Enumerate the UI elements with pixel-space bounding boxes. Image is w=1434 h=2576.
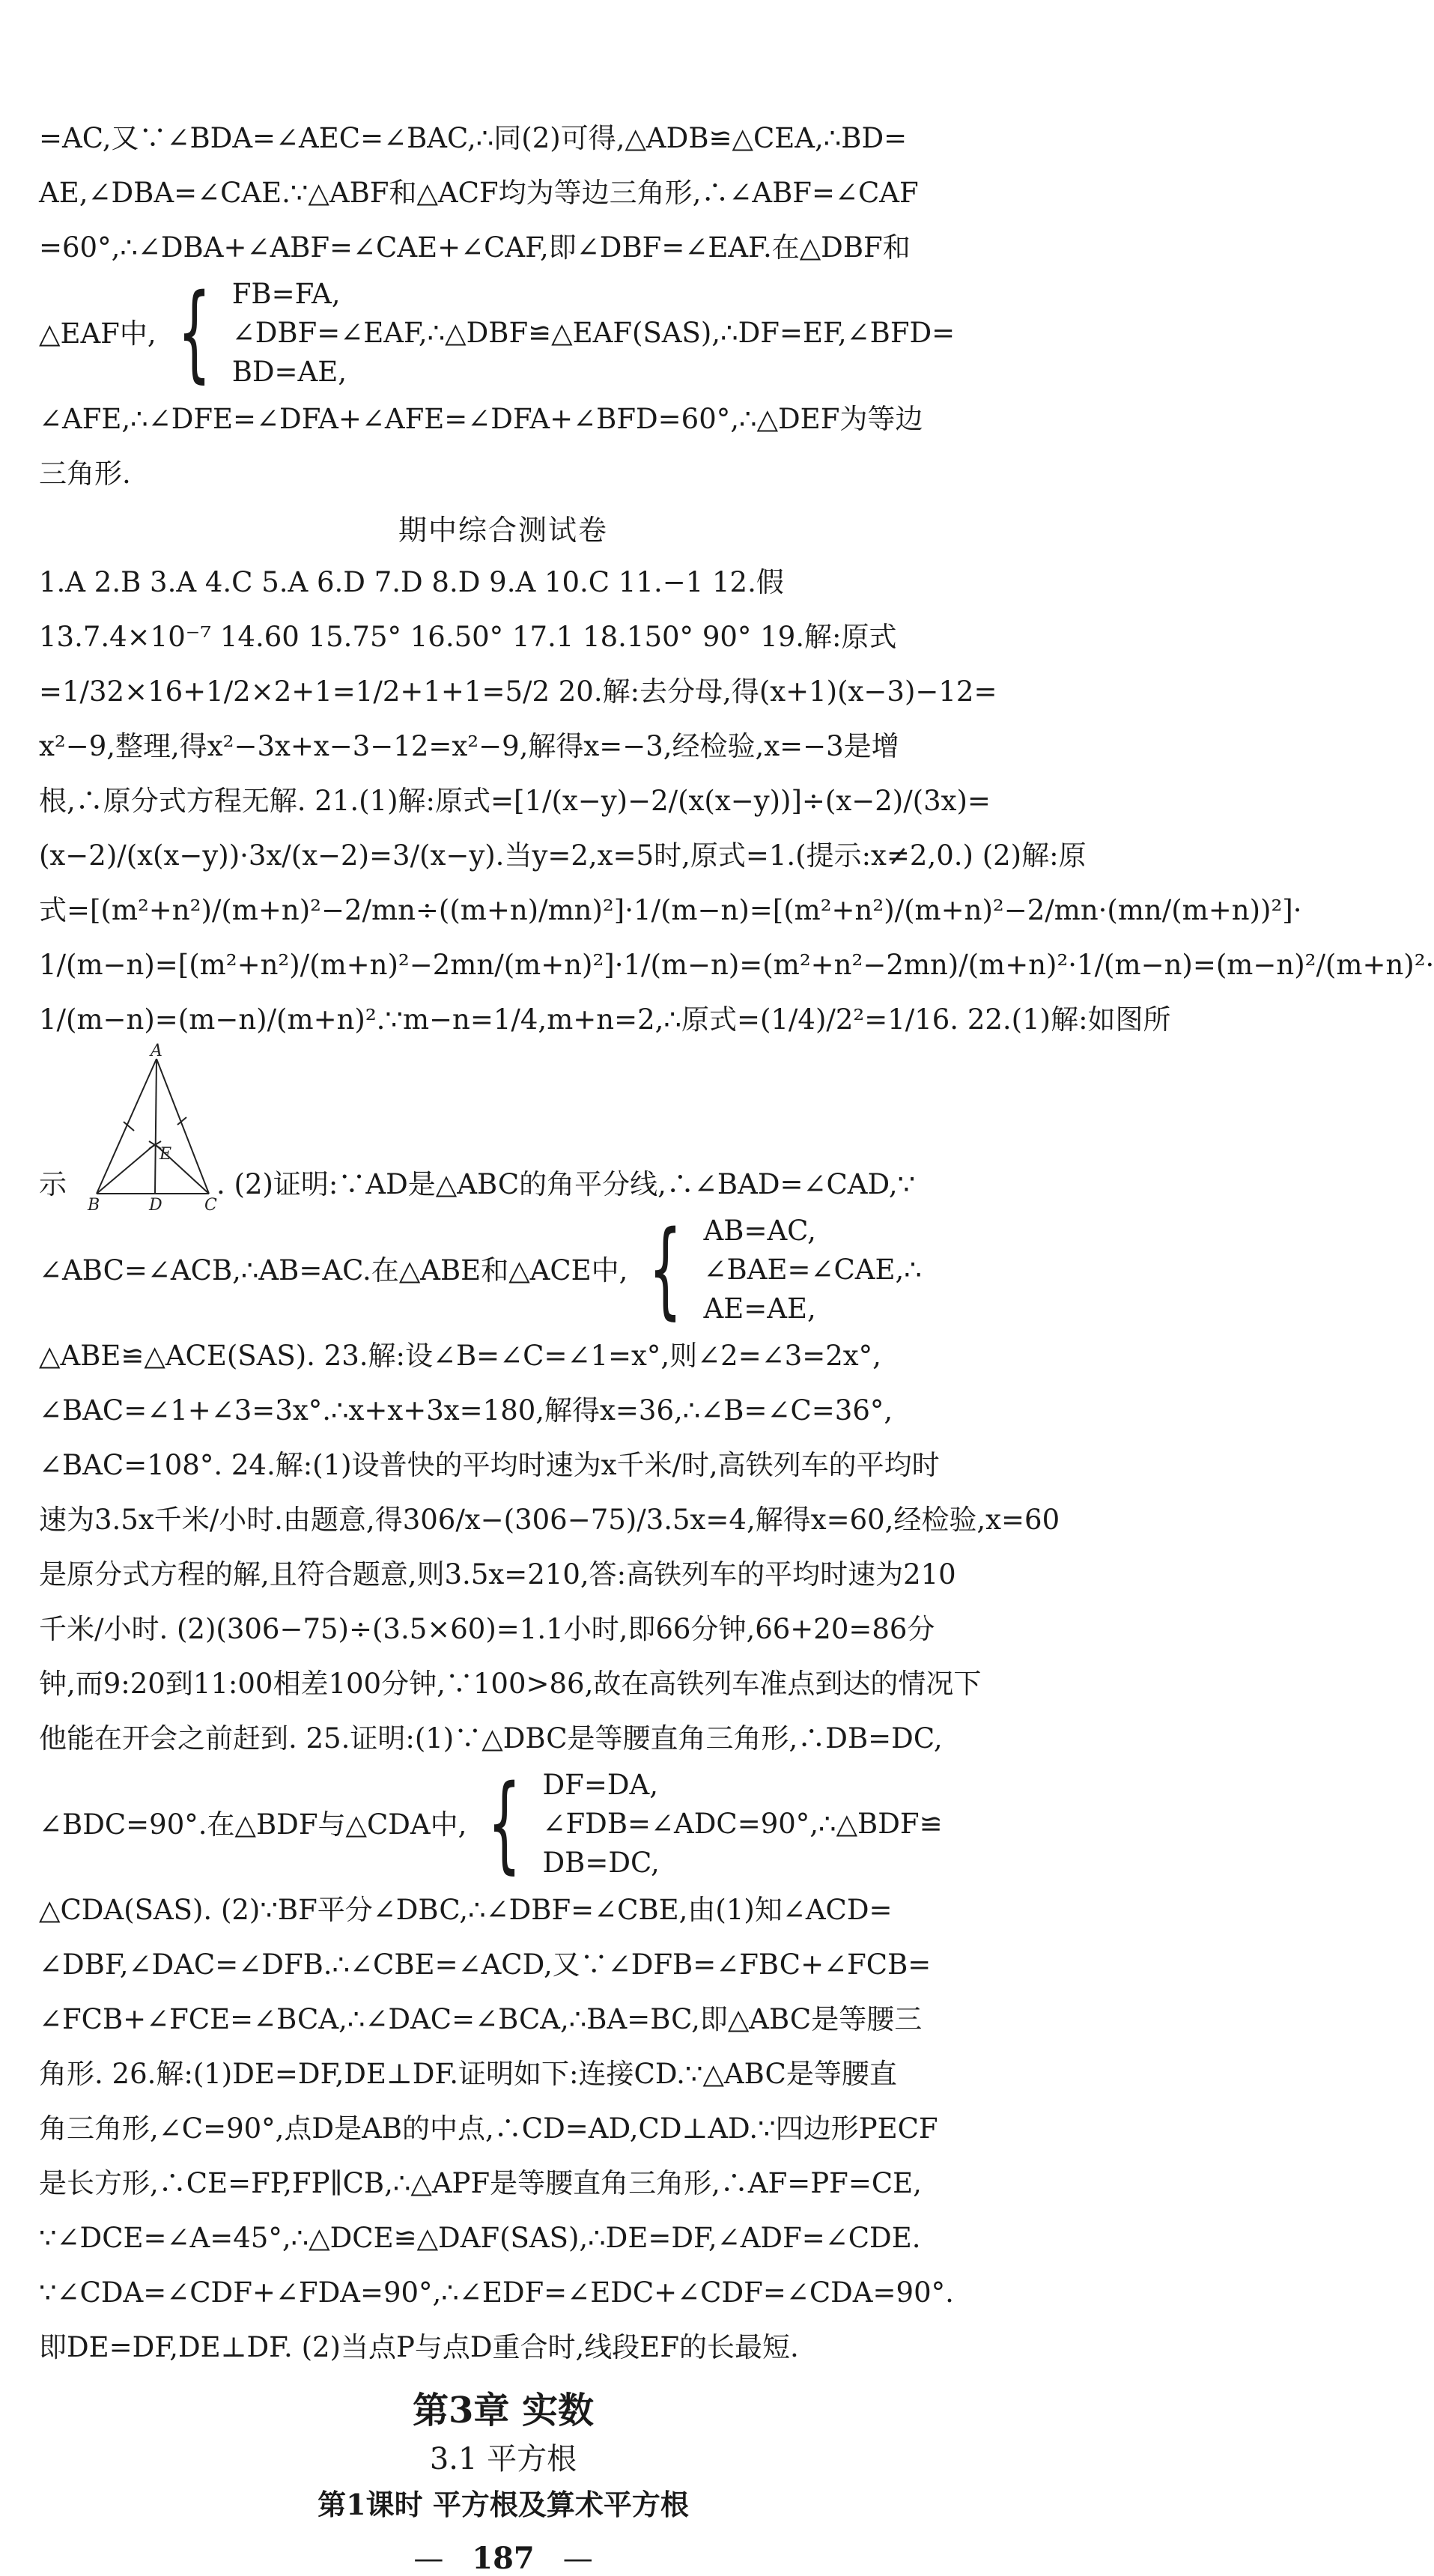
text-line: 1.A 2.B 3.A 4.C 5.A 6.D 7.D 8.D 9.A 10.C 11.−1 12.假 — [39, 566, 784, 598]
dash-right: — — [562, 2542, 593, 2576]
text-line: ∵∠CDA=∠CDF+∠FDA=90°,∴∠EDF=∠EDC+∠CDF=∠CDA=90°. — [39, 2276, 954, 2309]
dash-left: — — [413, 2542, 444, 2576]
text-line: 是原分式方程的解,且符合题意,则3.5x=210,答:高铁列车的平均时速为210 — [39, 1558, 956, 1591]
chapter-title: 第3章 实数 — [412, 2390, 595, 2431]
text-line: △CDA(SAS). (2)∵BF平分∠DBC,∴∠DBF=∠CBE,由(1)知∠ACD= — [39, 1894, 893, 1926]
label-E: E — [159, 1145, 172, 1164]
left-brace: { — [487, 1763, 522, 1885]
text-line: 角三角形,∠C=90°,点D是AB的中点,∴CD=AD,CD⊥AD.∵四边形PECF — [39, 2112, 938, 2145]
brace-prefix: △EAF中, — [39, 317, 157, 350]
text-line: 式=[(m²+n²)/(m+n)²−2/mn÷((m+n)/mn)²]·1/(m−n)=[(m²+n²)/(m+n)²−2/mn·(mn/(m+n))²]· — [39, 894, 1302, 926]
text-line: ∠BAC=∠1+∠3=3x°.∴x+x+3x=180,解得x=36,∴∠B=∠C=36°, — [39, 1394, 893, 1427]
brace-line: DB=DC, — [542, 1847, 660, 1879]
section-subtitle: 3.1 平方根 — [429, 2442, 577, 2476]
label-D: D — [149, 1196, 162, 1215]
answer-page — [39, 111, 1434, 2576]
figure-prefix: 示 — [39, 1168, 67, 1200]
text-line: =1/32×16+1/2×2+1=1/2+1+1=5/2 20.解:去分母,得(x+1)(x−3)−12= — [39, 675, 997, 708]
text-line: AE,∠DBA=∠CAE.∵△ABF和△ACF均为等边三角形,∴∠ABF=∠CAF — [39, 177, 919, 209]
text-line: ∵∠DCE=∠A=45°,∴△DCE≌△DAF(SAS),∴DE=DF,∠ADF=∠CDE. — [39, 2222, 921, 2254]
answers-block-2 — [39, 1328, 1060, 1766]
figure-row — [39, 1042, 967, 1215]
brace-line: AB=AC, — [703, 1215, 816, 1247]
brace-system-1 — [39, 272, 967, 394]
solution-conclusion — [39, 392, 967, 501]
label-B: B — [88, 1196, 100, 1215]
left-brace: { — [177, 272, 211, 394]
brace-line: FB=FA, — [231, 278, 341, 310]
label-C: C — [204, 1196, 217, 1215]
text-line: 13.7.4×10⁻⁷ 14.60 15.75° 16.50° 17.1 18.150° 90° 19.解:原式 — [39, 621, 897, 653]
lesson-title: 第1课时 平方根及算术平方根 — [318, 2488, 689, 2521]
answers-block — [39, 555, 1434, 1047]
brace-lines — [704, 1212, 922, 1328]
brace-prefix: ∠BDC=90°.在△BDF与△CDA中, — [39, 1808, 467, 1841]
left-brace: { — [648, 1209, 683, 1331]
triangle-figure — [67, 1042, 217, 1215]
text-line: 他能在开会之前赶到. 25.证明:(1)∵△DBC是等腰直角三角形,∴DB=DC, — [39, 1722, 943, 1755]
label-A: A — [151, 1042, 162, 1060]
text-line: 是长方形,∴CE=FP,FP∥CB,∴△APF是等腰直角三角形,∴AF=PF=CE, — [39, 2167, 922, 2199]
text-line: x²−9,整理,得x²−3x+x−3−12=x²−9,解得x=−3,经检验,x=−3是增 — [39, 730, 899, 762]
text-line: =AC,又∵∠BDA=∠AEC=∠BAC,∴同(2)可得,△ADB≌△CEA,∴BD= — [39, 122, 908, 154]
brace-lines — [542, 1766, 942, 1883]
text-line: ∠BAC=108°. 24.解:(1)设普快的平均时速为x千米/时,高铁列车的平均时 — [39, 1449, 940, 1481]
text-line: 即DE=DF,DE⊥DF. (2)当点P与点D重合时,线段EF的长最短. — [39, 2331, 799, 2363]
brace-system-2 — [39, 1209, 967, 1331]
text-line: =60°,∴∠DBA+∠ABF=∠CAE+∠CAF,即∠DBF=∠EAF.在△DBF和 — [39, 231, 911, 264]
text-line: 根,∴原分式方程无解. 21.(1)解:原式=[1/(x−y)−2/(x(x−y))]÷(x−2)/(3x)= — [39, 785, 991, 817]
page-number: 187 — [472, 2541, 535, 2576]
brace-line: AE=AE, — [703, 1292, 816, 1325]
text-line: 三角形. — [39, 458, 131, 490]
brace-lines — [232, 275, 955, 392]
answers-block-3 — [39, 1883, 967, 2375]
text-line: ∠DBF,∠DAC=∠DFB.∴∠CBE=∠ACD,又∵∠DFB=∠FBC+∠FCB= — [39, 1948, 932, 1981]
text-line: (x−2)/(x(x−y))·3x/(x−2)=3/(x−y).当y=2,x=5时,原式=1.(提示:x≠2,0.) (2)解:原 — [39, 839, 1087, 872]
text-line: 钟,而9:20到11:00相差100分钟,∵100>86,故在高铁列车准点到达的情况下 — [39, 1668, 982, 1700]
text-line: △ABE≌△ACE(SAS). 23.解:设∠B=∠C=∠1=x°,则∠2=∠3=2x°, — [39, 1340, 881, 1372]
text-line: 1/(m−n)=(m−n)/(m+n)².∵m−n=1/4,m+n=2,∴原式=(1/4)/2²=1/16. 22.(1)解:如图所 — [39, 1003, 1171, 1036]
text-line: ∠FCB+∠FCE=∠BCA,∴∠DAC=∠BCA,∴BA=BC,即△ABC是等腰三 — [39, 2003, 923, 2035]
text-line: 角形. 26.解:(1)DE=DF,DE⊥DF.证明如下:连接CD.∵△ABC是等腰直 — [39, 2058, 897, 2090]
page-footer — [39, 2541, 967, 2576]
solution-continuation — [39, 111, 967, 275]
brace-line: DF=DA, — [542, 1769, 658, 1801]
figure-suffix: . (2)证明:∵AD是△ABC的角平分线,∴∠BAD=∠CAD,∵ — [216, 1168, 916, 1200]
brace-prefix: ∠ABC=∠ACB,∴AB=AC.在△ABE和△ACE中, — [39, 1254, 628, 1287]
brace-line: ∠DBF=∠EAF,∴△DBF≌△EAF(SAS),∴DF=EF,∠BFD= — [231, 317, 956, 349]
brace-system-3 — [39, 1763, 967, 1885]
brace-line: ∠FDB=∠ADC=90°,∴△BDF≌ — [542, 1808, 943, 1840]
text-line: 1/(m−n)=[(m²+n²)/(m+n)²−2mn/(m+n)²]·1/(m−n)=(m²+n²−2mn)/(m+n)²·1/(m−n)=(m−n)²/(m+n)²· — [39, 949, 1434, 981]
text-line: 千米/小时. (2)(306−75)÷(3.5×60)=1.1小时,即66分钟,66+20=86分 — [39, 1613, 935, 1645]
brace-line: ∠BAE=∠CAE,∴ — [703, 1254, 922, 1286]
text-line: 速为3.5x千米/小时.由题意,得306/x−(306−75)/3.5x=4,解得x=60,经检验,x=60 — [39, 1504, 1060, 1536]
text-line: ∠AFE,∴∠DFE=∠DFA+∠AFE=∠DFA+∠BFD=60°,∴△DEF为等边 — [39, 403, 923, 435]
brace-line: BD=AE, — [231, 356, 347, 388]
section-title: 期中综合测试卷 — [398, 514, 608, 547]
